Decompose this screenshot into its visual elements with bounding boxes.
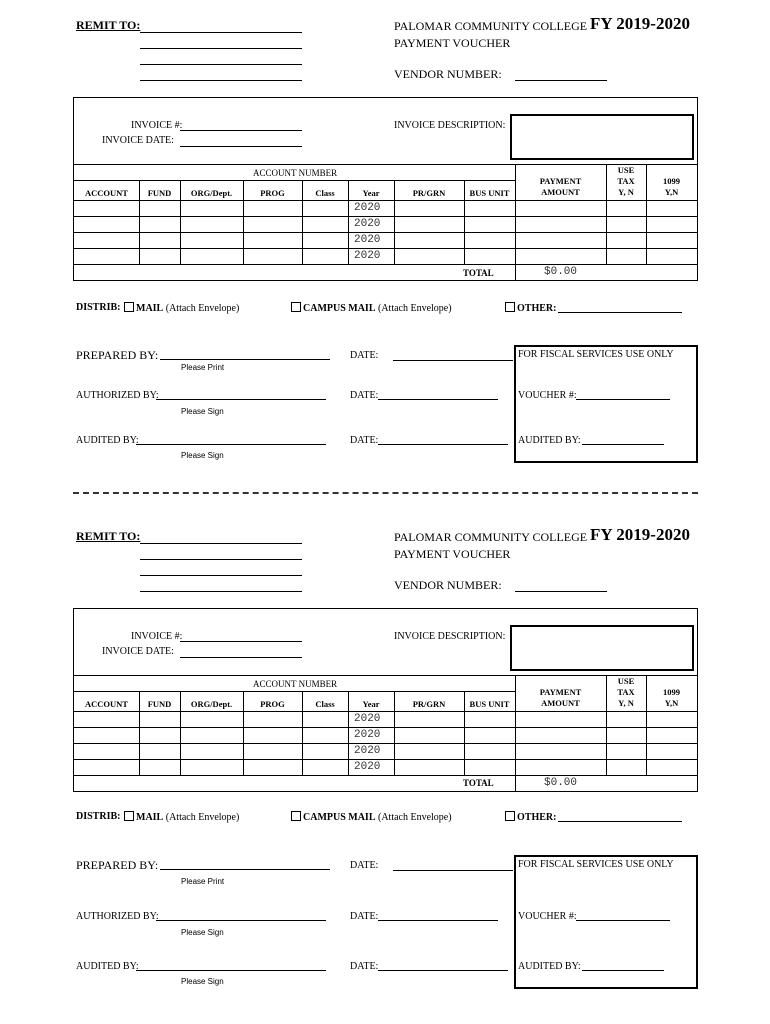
audited-by-field[interactable] [136, 970, 326, 971]
invoice-description-label: INVOICE DESCRIPTION: [394, 631, 506, 642]
cut-line [73, 492, 698, 494]
please-sign-note: Please Sign [181, 977, 224, 986]
col-payment: PAYMENT [539, 687, 582, 697]
col-1099-yn: Y,N [664, 187, 679, 197]
voucher-title: PAYMENT VOUCHER [394, 547, 511, 561]
fiscal-audited-by-field[interactable] [582, 970, 664, 971]
prepared-by-label: PREPARED BY: [76, 858, 159, 872]
date-field[interactable] [393, 360, 513, 361]
invoice-description-field[interactable] [510, 625, 694, 671]
distrib-label: DISTRIB: [76, 811, 121, 822]
col-1099: 1099 [663, 687, 680, 697]
campus-mail-text: CAMPUS MAIL [303, 812, 376, 823]
col-class: Class [315, 699, 335, 709]
invoice-date-label: INVOICE DATE: [102, 135, 174, 146]
year-cell[interactable]: 2020 [354, 761, 381, 773]
other-field[interactable] [558, 312, 682, 313]
campus-mail-checkbox[interactable] [291, 811, 301, 821]
year-cell[interactable]: 2020 [354, 234, 381, 246]
total-value: $0.00 [544, 777, 578, 789]
remit-line-3[interactable] [140, 64, 302, 65]
other-text: OTHER: [517, 812, 557, 823]
row-line-4 [74, 264, 697, 265]
other-option[interactable] [505, 811, 556, 823]
fiscal-services-title: FOR FISCAL SERVICES USE ONLY [518, 859, 674, 870]
year-cell[interactable]: 2020 [354, 250, 381, 262]
campus-mail-option[interactable] [291, 302, 452, 314]
col-fund: FUND [147, 699, 172, 709]
authorized-by-label: AUTHORIZED BY: [76, 390, 159, 401]
invoice-date-field[interactable] [180, 657, 302, 658]
row-line-2 [74, 232, 697, 233]
remit-to-label: REMIT TO: [76, 529, 141, 543]
campus-mail-option[interactable] [291, 811, 452, 823]
voucher-bottom [0, 511, 770, 1011]
mail-text: MAIL [136, 303, 164, 314]
vendor-number-field[interactable] [515, 80, 607, 81]
date-label: DATE: [350, 435, 379, 446]
col-tax: TAX [617, 176, 635, 186]
col-pr-grn: PR/GRN [412, 699, 446, 709]
account-number-group: ACCOUNT NUMBER [253, 679, 338, 689]
invoice-description-field[interactable] [510, 114, 694, 160]
date-field[interactable] [378, 920, 498, 921]
other-option[interactable] [505, 302, 556, 314]
vendor-number-label: VENDOR NUMBER: [394, 67, 502, 81]
voucher-number-field[interactable] [576, 399, 670, 400]
mail-note: (Attach Envelope) [165, 303, 240, 314]
please-sign-note: Please Sign [181, 407, 224, 416]
col-year: Year [362, 699, 380, 709]
please-print-note: Please Print [181, 363, 225, 372]
date-field[interactable] [378, 399, 498, 400]
invoice-number-field[interactable] [180, 641, 302, 642]
col-amount: AMOUNT [541, 698, 580, 708]
total-label: TOTAL [463, 268, 494, 278]
other-field[interactable] [558, 821, 682, 822]
college-name: PALOMAR COMMUNITY COLLEGE [394, 530, 588, 544]
col-yn: Y, N [618, 187, 634, 197]
invoice-date-field[interactable] [180, 146, 302, 147]
distrib-label: DISTRIB: [76, 302, 121, 313]
col-class: Class [315, 188, 335, 198]
row-line-3 [74, 248, 697, 249]
col-prog: PROG [260, 699, 285, 709]
mail-note: (Attach Envelope) [165, 812, 240, 823]
date-label: DATE: [350, 911, 379, 922]
audited-by-label: AUDITED BY: [76, 435, 139, 446]
row-line-1 [74, 216, 697, 217]
fiscal-audited-by-label: AUDITED BY: [518, 435, 581, 446]
please-sign-note: Please Sign [181, 451, 224, 460]
audited-by-field[interactable] [136, 444, 326, 445]
please-print-note: Please Print [181, 877, 225, 886]
remit-line-4[interactable] [140, 80, 302, 81]
voucher-number-label: VOUCHER #: [518, 390, 577, 401]
row-line-4 [74, 775, 697, 776]
col-yn: Y, N [618, 698, 634, 708]
col-1099-yn: Y,N [664, 698, 679, 708]
other-text: OTHER: [517, 303, 557, 314]
fiscal-audited-by-field[interactable] [582, 444, 664, 445]
date-label: DATE: [350, 860, 379, 871]
prepared-by-label: PREPARED BY: [76, 348, 159, 362]
please-sign-note: Please Sign [181, 928, 224, 937]
prepared-by-field[interactable] [160, 869, 330, 870]
total-label: TOTAL [463, 778, 494, 788]
remit-line-2[interactable] [140, 559, 302, 560]
table-top-line [74, 164, 697, 165]
invoice-number-label: INVOICE #: [131, 631, 183, 642]
col-account: ACCOUNT [85, 188, 128, 198]
col-payment: PAYMENT [539, 176, 582, 186]
col-year: Year [362, 188, 380, 198]
mail-option[interactable] [124, 302, 239, 314]
vendor-number-field[interactable] [515, 591, 607, 592]
col-1099: 1099 [663, 176, 680, 186]
header-bottom-line [74, 200, 697, 201]
year-cell[interactable]: 2020 [354, 713, 381, 725]
fiscal-year: FY 2019-2020 [590, 525, 690, 544]
row-line-2 [74, 743, 697, 744]
col-account: ACCOUNT [85, 699, 128, 709]
account-number-group: ACCOUNT NUMBER [253, 168, 338, 178]
group-line [74, 691, 515, 692]
mail-option[interactable] [124, 811, 239, 823]
year-cell[interactable]: 2020 [354, 218, 381, 230]
remit-line-1[interactable] [140, 32, 302, 33]
voucher-top [0, 0, 770, 500]
col-use: USE [617, 676, 635, 686]
col-bus-unit: BUS UNIT [469, 699, 510, 709]
authorized-by-field[interactable] [156, 399, 326, 400]
remit-line-4[interactable] [140, 591, 302, 592]
table-top-line [74, 675, 697, 676]
col-fund: FUND [147, 188, 172, 198]
remit-line-3[interactable] [140, 575, 302, 576]
year-cell[interactable]: 2020 [354, 745, 381, 757]
col-org-dept: ORG/Dept. [190, 188, 233, 198]
date-field[interactable] [378, 444, 508, 445]
invoice-date-label: INVOICE DATE: [102, 646, 174, 657]
fiscal-services-title: FOR FISCAL SERVICES USE ONLY [518, 349, 674, 360]
fiscal-year: FY 2019-2020 [590, 14, 690, 33]
header-bottom-line [74, 711, 697, 712]
campus-mail-note: (Attach Envelope) [378, 812, 452, 823]
audited-by-label: AUDITED BY: [76, 961, 139, 972]
college-name: PALOMAR COMMUNITY COLLEGE [394, 19, 588, 33]
mail-checkbox[interactable] [124, 302, 134, 312]
row-line-1 [74, 727, 697, 728]
row-line-3 [74, 759, 697, 760]
year-cell[interactable]: 2020 [354, 729, 381, 741]
date-label: DATE: [350, 961, 379, 972]
other-checkbox[interactable] [505, 302, 515, 312]
voucher-number-label: VOUCHER #: [518, 911, 577, 922]
date-label: DATE: [350, 350, 379, 361]
remit-line-1[interactable] [140, 543, 302, 544]
date-field[interactable] [393, 870, 513, 871]
invoice-number-field[interactable] [180, 130, 302, 131]
mail-checkbox[interactable] [124, 811, 134, 821]
campus-mail-note: (Attach Envelope) [378, 303, 452, 314]
vendor-number-label: VENDOR NUMBER: [394, 578, 502, 592]
col-bus-unit: BUS UNIT [469, 188, 510, 198]
col-tax: TAX [617, 687, 635, 697]
authorized-by-field[interactable] [156, 920, 326, 921]
authorized-by-label: AUTHORIZED BY: [76, 911, 159, 922]
voucher-number-field[interactable] [576, 920, 670, 921]
campus-mail-checkbox[interactable] [291, 302, 301, 312]
other-checkbox[interactable] [505, 811, 515, 821]
invoice-number-label: INVOICE #: [131, 120, 183, 131]
campus-mail-text: CAMPUS MAIL [303, 303, 376, 314]
total-value: $0.00 [544, 266, 578, 278]
remit-line-2[interactable] [140, 48, 302, 49]
group-line [74, 180, 515, 181]
col-org-dept: ORG/Dept. [190, 699, 233, 709]
prepared-by-field[interactable] [160, 359, 330, 360]
voucher-title: PAYMENT VOUCHER [394, 36, 511, 50]
remit-to-label: REMIT TO: [76, 18, 141, 32]
date-field[interactable] [378, 970, 508, 971]
col-prog: PROG [260, 188, 285, 198]
col-amount: AMOUNT [541, 187, 580, 197]
invoice-description-label: INVOICE DESCRIPTION: [394, 120, 506, 131]
col-use: USE [617, 165, 635, 175]
year-cell[interactable]: 2020 [354, 202, 381, 214]
mail-text: MAIL [136, 812, 164, 823]
fiscal-audited-by-label: AUDITED BY: [518, 961, 581, 972]
date-label: DATE: [350, 390, 379, 401]
col-pr-grn: PR/GRN [412, 188, 446, 198]
